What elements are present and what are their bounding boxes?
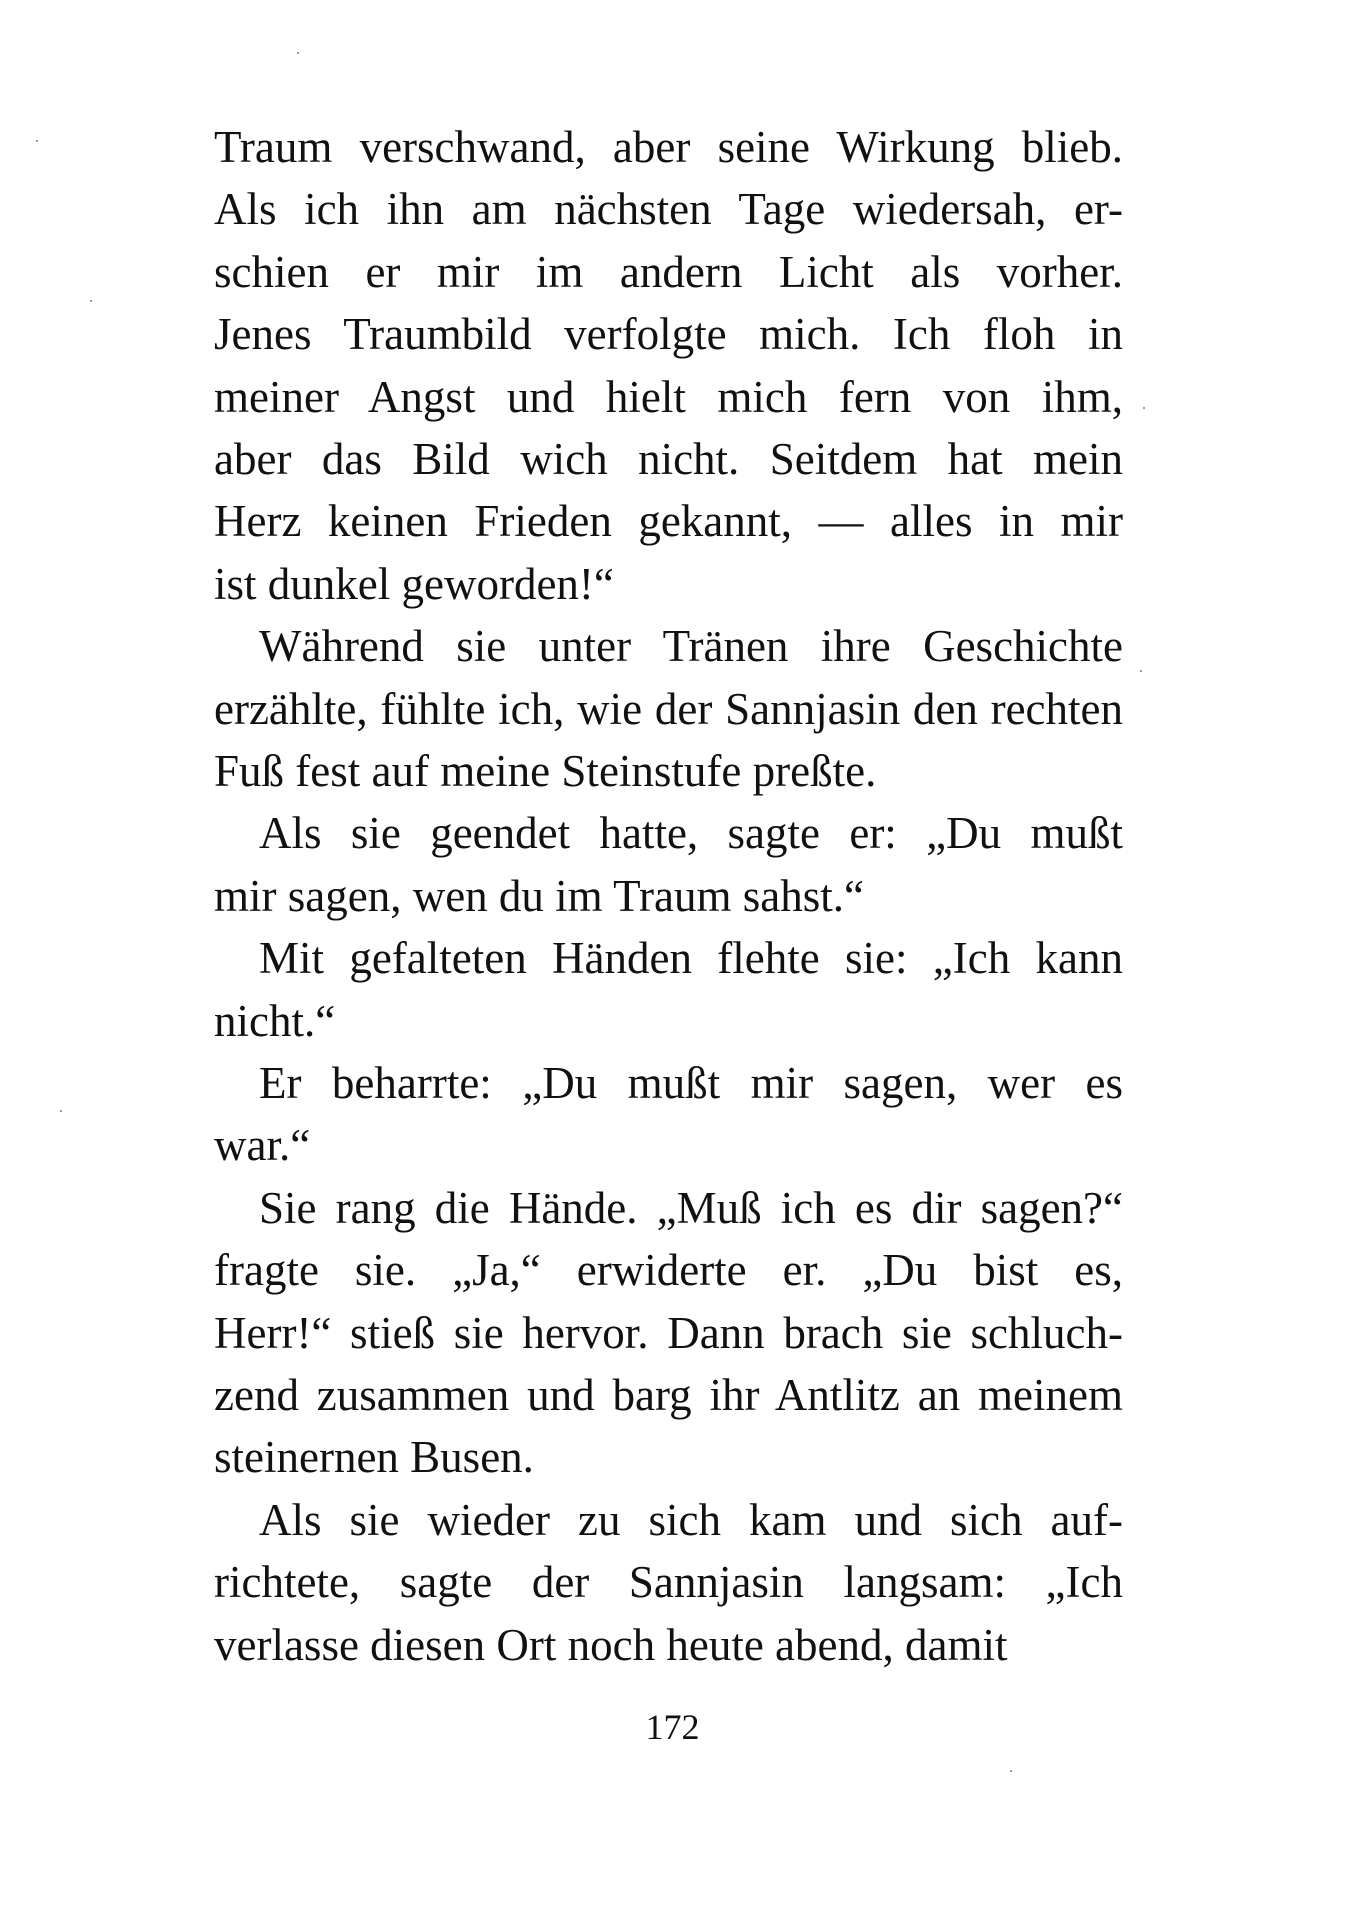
scan-speck [36, 140, 38, 142]
scan-speck [60, 1110, 62, 1112]
text-line: zend zusammen und barg ihr Antlitz an meinem [214, 1370, 1123, 1420]
text-line: Jenes Traumbild verfolgte mich. Ich floh in [214, 309, 1123, 360]
text-line: schien er mir im andern Licht als vorher. [214, 246, 1123, 297]
text-line: steinernen Busen. [214, 1432, 534, 1483]
text-line: Mit gefalteten Händen flehte sie: „Ich kann [259, 933, 1123, 984]
text-line: Während sie unter Tränen ihre Geschichte [259, 621, 1123, 672]
scan-speck [1143, 407, 1145, 409]
text-line: Fuß fest auf meine Steinstufe preßte. [214, 746, 877, 796]
scan-speck [1010, 1770, 1012, 1772]
text-line: verlasse diesen Ort noch heute abend, damit [214, 1619, 1008, 1670]
text-line: mir sagen, wen du im Traum sahst.“ [214, 870, 864, 921]
text-line: meiner Angst und hielt mich fern von ihm, [214, 371, 1123, 422]
text-line: Traum verschwand, aber seine Wirkung blieb. [214, 122, 1123, 172]
scan-speck [90, 300, 92, 302]
text-line: aber das Bild wich nicht. Seitdem hat mein [214, 434, 1123, 484]
page-number: 172 [645, 1707, 700, 1747]
text-line: fragte sie. „Ja,“ erwiderte er. „Du bist es, [214, 1245, 1123, 1296]
text-line: nicht.“ [214, 995, 336, 1046]
text-line: Als ich ihn am nächsten Tage wiedersah, er- [214, 184, 1123, 235]
text-line: Als sie geendet hatte, sagte er: „Du mußt [259, 808, 1123, 859]
text-line: war.“ [214, 1120, 311, 1171]
text-line: ist dunkel geworden!“ [214, 558, 614, 609]
text-line: Er beharrte: „Du mußt mir sagen, wer es [259, 1058, 1123, 1108]
text-line: erzählte, fühlte ich, wie der Sannjasin den rechten [214, 683, 1123, 734]
text-line: Sie rang die Hände. „Muß ich es dir sagen?“ [259, 1182, 1123, 1233]
text-line: Herz keinen Frieden gekannt, — alles in mir [214, 496, 1123, 547]
text-line: Als sie wieder zu sich kam und sich auf- [259, 1494, 1123, 1545]
scan-speck [297, 52, 299, 54]
text-line: richtete, sagte der Sannjasin langsam: „Ich [214, 1557, 1123, 1608]
scan-speck [1140, 670, 1142, 672]
text-line: Herr!“ stieß sie hervor. Dann brach sie schluch- [214, 1307, 1123, 1358]
